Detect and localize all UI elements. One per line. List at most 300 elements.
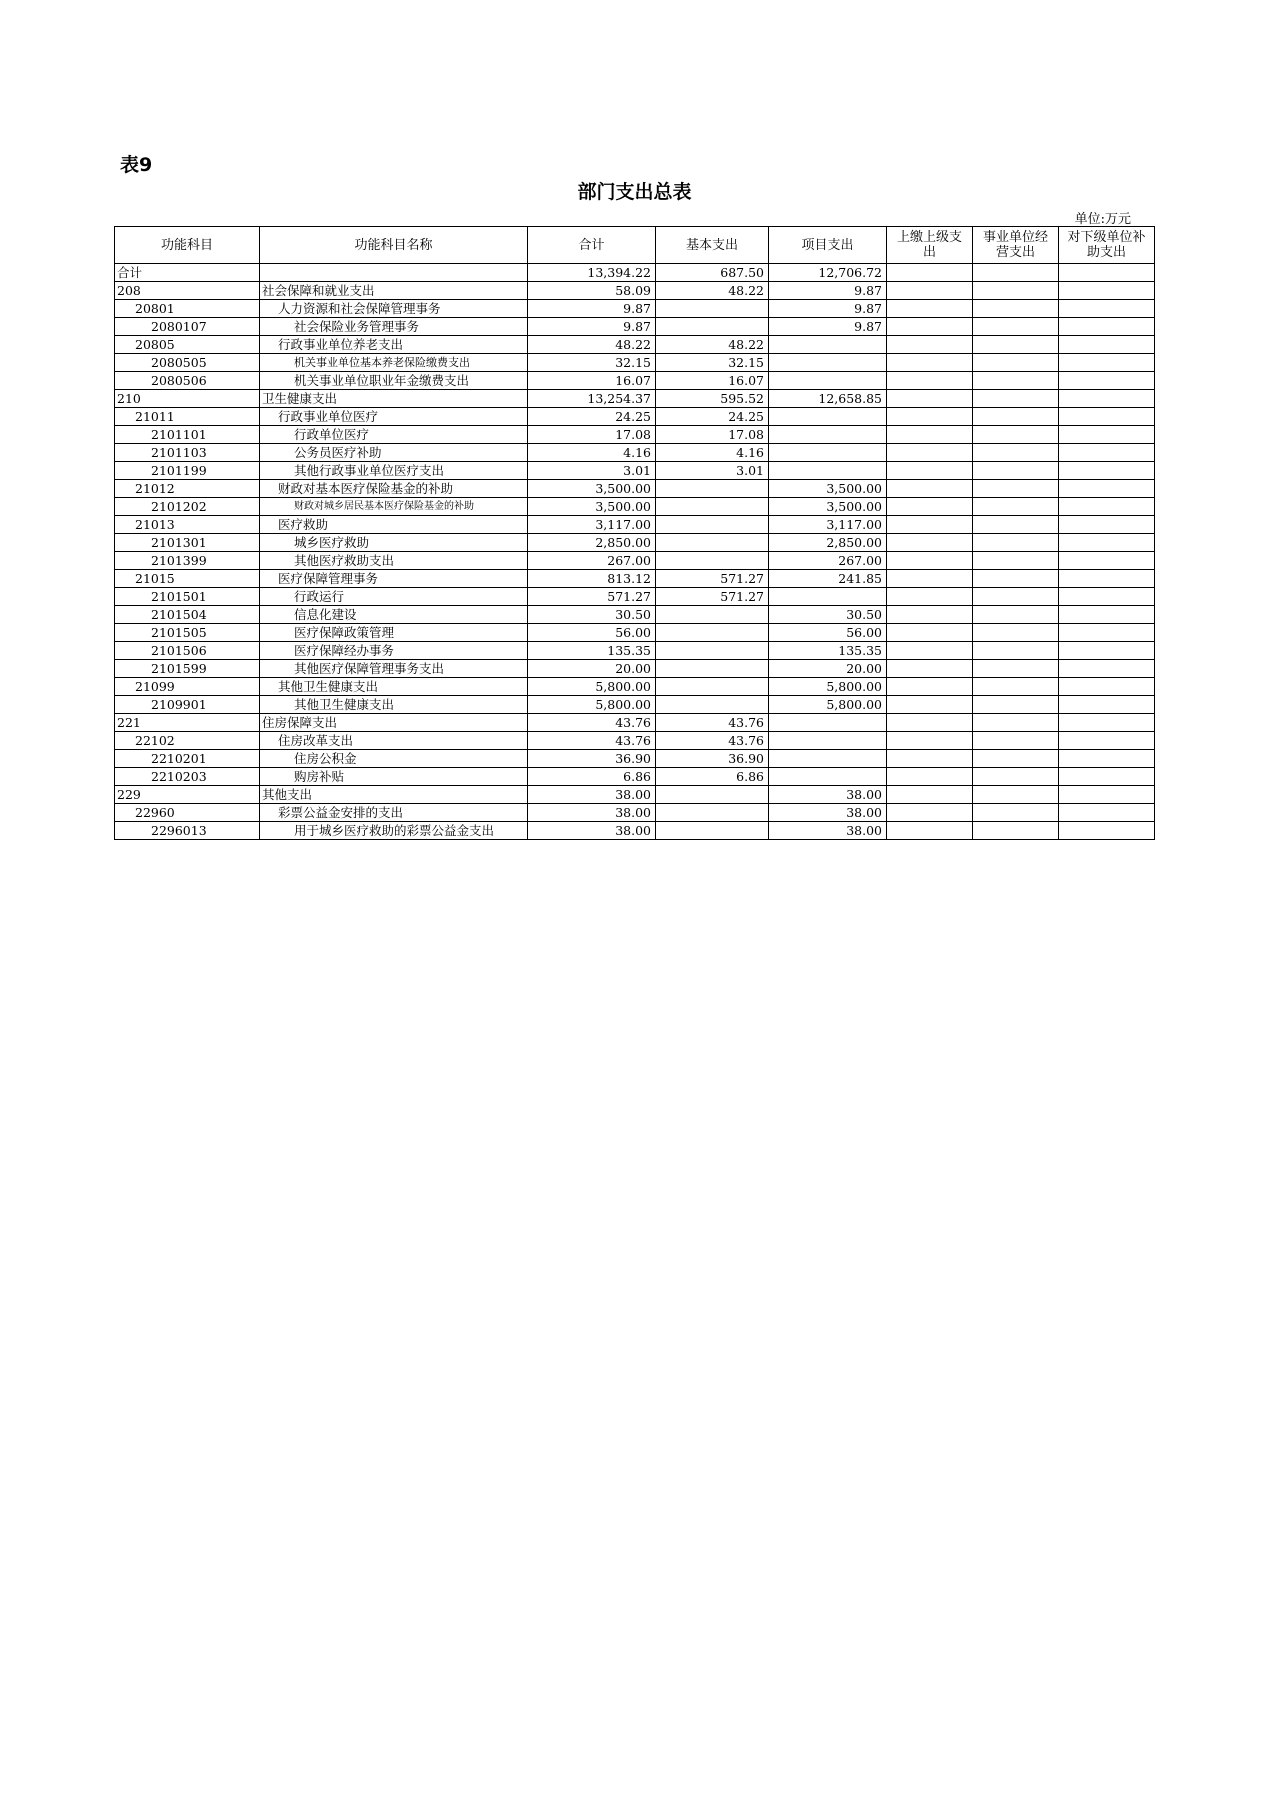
cell-business: [973, 318, 1059, 336]
cell-code: 2101506: [115, 642, 260, 660]
cell-subsidy: [1059, 282, 1155, 300]
cell-code: 21013: [115, 516, 260, 534]
cell-name: 财政对基本医疗保险基金的补助: [260, 480, 528, 498]
cell-basic: [656, 678, 769, 696]
table-row: [115, 462, 1155, 480]
cell-code: 22102: [115, 732, 260, 750]
cell-project: [769, 408, 887, 426]
cell-upper-remit: [887, 696, 973, 714]
cell-code: 2101101: [115, 426, 260, 444]
cell-upper-remit: [887, 804, 973, 822]
cell-basic: [656, 804, 769, 822]
cell-code: 2210203: [115, 768, 260, 786]
cell-name: 卫生健康支出: [260, 390, 528, 408]
cell-project: [769, 462, 887, 480]
cell-subsidy: [1059, 300, 1155, 318]
cell-business: [973, 300, 1059, 318]
cell-business: [973, 534, 1059, 552]
cell-project: 20.00: [769, 660, 887, 678]
cell-subsidy: [1059, 534, 1155, 552]
table-row: [115, 696, 1155, 714]
cell-business: [973, 462, 1059, 480]
unit-label: 单位:万元: [1074, 212, 1131, 227]
cell-subsidy: [1059, 408, 1155, 426]
cell-total: 17.08: [528, 426, 656, 444]
cell-code: 21012: [115, 480, 260, 498]
cell-business: [973, 750, 1059, 768]
cell-upper-remit: [887, 426, 973, 444]
cell-total: 24.25: [528, 408, 656, 426]
cell-upper-remit: [887, 408, 973, 426]
cell-project: 3,500.00: [769, 480, 887, 498]
cell-total: 3,117.00: [528, 516, 656, 534]
table-row: [115, 588, 1155, 606]
cell-name: 医疗保障政策管理: [260, 624, 528, 642]
cell-project: [769, 750, 887, 768]
cell-project: [769, 768, 887, 786]
cell-business: [973, 660, 1059, 678]
cell-code: 210: [115, 390, 260, 408]
table-row: [115, 318, 1155, 336]
cell-project: 9.87: [769, 282, 887, 300]
cell-name: [260, 264, 528, 282]
cell-project: 9.87: [769, 318, 887, 336]
cell-project: 3,117.00: [769, 516, 887, 534]
table-row: [115, 408, 1155, 426]
cell-subsidy: [1059, 552, 1155, 570]
cell-subsidy: [1059, 822, 1155, 840]
cell-name: 财政对城乡居民基本医疗保险基金的补助: [260, 498, 528, 516]
cell-upper-remit: [887, 336, 973, 354]
cell-business: [973, 768, 1059, 786]
table-row: [115, 372, 1155, 390]
cell-subsidy: [1059, 264, 1155, 282]
cell-project: 12,658.85: [769, 390, 887, 408]
cell-subsidy: [1059, 516, 1155, 534]
cell-total: 135.35: [528, 642, 656, 660]
cell-code: 2080107: [115, 318, 260, 336]
cell-basic: 48.22: [656, 336, 769, 354]
cell-subsidy: [1059, 354, 1155, 372]
cell-project: 241.85: [769, 570, 887, 588]
cell-total: 43.76: [528, 732, 656, 750]
table-row: [115, 444, 1155, 462]
cell-total: 43.76: [528, 714, 656, 732]
cell-name: 住房公积金: [260, 750, 528, 768]
cell-subsidy: [1059, 426, 1155, 444]
cell-total: 9.87: [528, 318, 656, 336]
cell-name: 住房改革支出: [260, 732, 528, 750]
column-header-project: 项目支出: [769, 227, 887, 264]
cell-basic: [656, 660, 769, 678]
cell-business: [973, 480, 1059, 498]
cell-subsidy: [1059, 390, 1155, 408]
cell-upper-remit: [887, 768, 973, 786]
cell-code: 21099: [115, 678, 260, 696]
cell-name: 医疗保障管理事务: [260, 570, 528, 588]
cell-name: 其他行政事业单位医疗支出: [260, 462, 528, 480]
cell-upper-remit: [887, 300, 973, 318]
cell-subsidy: [1059, 750, 1155, 768]
cell-total: 56.00: [528, 624, 656, 642]
cell-project: 9.87: [769, 300, 887, 318]
cell-project: [769, 336, 887, 354]
cell-total: 38.00: [528, 786, 656, 804]
cell-code: 20805: [115, 336, 260, 354]
cell-project: [769, 732, 887, 750]
table-row: [115, 498, 1155, 516]
cell-business: [973, 624, 1059, 642]
cell-code: 2101103: [115, 444, 260, 462]
table-row: [115, 804, 1155, 822]
cell-project: 56.00: [769, 624, 887, 642]
cell-upper-remit: [887, 318, 973, 336]
cell-name: 行政事业单位医疗: [260, 408, 528, 426]
cell-subsidy: [1059, 372, 1155, 390]
cell-basic: [656, 516, 769, 534]
cell-upper-remit: [887, 732, 973, 750]
cell-subsidy: [1059, 642, 1155, 660]
cell-total: 16.07: [528, 372, 656, 390]
cell-project: 12,706.72: [769, 264, 887, 282]
cell-code: 2296013: [115, 822, 260, 840]
column-header-name: 功能科目名称: [260, 227, 528, 264]
cell-project: 5,800.00: [769, 678, 887, 696]
cell-name: 其他卫生健康支出: [260, 696, 528, 714]
cell-subsidy: [1059, 678, 1155, 696]
table-row: [115, 570, 1155, 588]
cell-subsidy: [1059, 462, 1155, 480]
cell-upper-remit: [887, 624, 973, 642]
cell-basic: 3.01: [656, 462, 769, 480]
cell-business: [973, 822, 1059, 840]
cell-subsidy: [1059, 336, 1155, 354]
cell-project: [769, 372, 887, 390]
cell-basic: [656, 552, 769, 570]
cell-project: 2,850.00: [769, 534, 887, 552]
table-row: [115, 822, 1155, 840]
cell-code: 2080506: [115, 372, 260, 390]
cell-total: 32.15: [528, 354, 656, 372]
cell-code: 2080505: [115, 354, 260, 372]
cell-upper-remit: [887, 516, 973, 534]
cell-upper-remit: [887, 786, 973, 804]
cell-total: 38.00: [528, 822, 656, 840]
cell-code: 2101599: [115, 660, 260, 678]
cell-total: 48.22: [528, 336, 656, 354]
cell-basic: [656, 480, 769, 498]
cell-business: [973, 390, 1059, 408]
cell-code: 2101501: [115, 588, 260, 606]
cell-basic: 36.90: [656, 750, 769, 768]
cell-subsidy: [1059, 498, 1155, 516]
cell-project: 38.00: [769, 822, 887, 840]
cell-code: 221: [115, 714, 260, 732]
cell-upper-remit: [887, 444, 973, 462]
cell-subsidy: [1059, 318, 1155, 336]
cell-total: 9.87: [528, 300, 656, 318]
column-header-business: 事业单位经营支出: [973, 227, 1059, 264]
cell-business: [973, 282, 1059, 300]
column-header-subsidy: 对下级单位补助支出: [1059, 227, 1155, 264]
cell-name: 行政运行: [260, 588, 528, 606]
cell-name: 其他支出: [260, 786, 528, 804]
cell-business: [973, 786, 1059, 804]
cell-basic: 6.86: [656, 768, 769, 786]
table-row: [115, 786, 1155, 804]
table-number: 表9: [120, 154, 153, 176]
cell-basic: [656, 300, 769, 318]
cell-business: [973, 804, 1059, 822]
table-body: [115, 264, 1155, 840]
cell-subsidy: [1059, 804, 1155, 822]
cell-business: [973, 408, 1059, 426]
cell-name: 人力资源和社会保障管理事务: [260, 300, 528, 318]
table-row: [115, 282, 1155, 300]
cell-code: 2210201: [115, 750, 260, 768]
table-row: [115, 732, 1155, 750]
cell-business: [973, 372, 1059, 390]
cell-name: 其他医疗救助支出: [260, 552, 528, 570]
table-row: [115, 354, 1155, 372]
cell-basic: 17.08: [656, 426, 769, 444]
cell-total: 13,394.22: [528, 264, 656, 282]
page-title: 部门支出总表: [577, 181, 692, 203]
cell-name: 行政事业单位养老支出: [260, 336, 528, 354]
cell-basic: [656, 318, 769, 336]
cell-business: [973, 498, 1059, 516]
cell-business: [973, 570, 1059, 588]
cell-subsidy: [1059, 570, 1155, 588]
cell-basic: [656, 498, 769, 516]
cell-code: 22960: [115, 804, 260, 822]
cell-total: 30.50: [528, 606, 656, 624]
cell-name: 社会保障和就业支出: [260, 282, 528, 300]
cell-business: [973, 732, 1059, 750]
cell-project: [769, 714, 887, 732]
cell-project: 135.35: [769, 642, 887, 660]
cell-project: [769, 354, 887, 372]
cell-total: 13,254.37: [528, 390, 656, 408]
cell-basic: 571.27: [656, 588, 769, 606]
cell-code: 2101505: [115, 624, 260, 642]
cell-basic: 595.52: [656, 390, 769, 408]
cell-name: 医疗保障经办事务: [260, 642, 528, 660]
cell-total: 3.01: [528, 462, 656, 480]
cell-code: 21015: [115, 570, 260, 588]
cell-upper-remit: [887, 534, 973, 552]
cell-project: 267.00: [769, 552, 887, 570]
cell-business: [973, 552, 1059, 570]
cell-total: 5,800.00: [528, 678, 656, 696]
cell-business: [973, 714, 1059, 732]
cell-upper-remit: [887, 462, 973, 480]
cell-project: 30.50: [769, 606, 887, 624]
cell-name: 彩票公益金安排的支出: [260, 804, 528, 822]
table-row: [115, 390, 1155, 408]
cell-basic: [656, 786, 769, 804]
cell-subsidy: [1059, 480, 1155, 498]
cell-business: [973, 336, 1059, 354]
cell-business: [973, 264, 1059, 282]
cell-upper-remit: [887, 552, 973, 570]
cell-upper-remit: [887, 642, 973, 660]
cell-project: 38.00: [769, 786, 887, 804]
cell-basic: [656, 822, 769, 840]
table-row: [115, 606, 1155, 624]
expenditure-table: [114, 226, 1155, 840]
table-row: [115, 300, 1155, 318]
table-row: [115, 642, 1155, 660]
cell-project: 38.00: [769, 804, 887, 822]
cell-total: 267.00: [528, 552, 656, 570]
cell-business: [973, 354, 1059, 372]
column-header-code: 功能科目: [115, 227, 260, 264]
cell-basic: [656, 642, 769, 660]
cell-upper-remit: [887, 498, 973, 516]
cell-basic: 43.76: [656, 732, 769, 750]
cell-name: 公务员医疗补助: [260, 444, 528, 462]
cell-subsidy: [1059, 768, 1155, 786]
table-row: [115, 534, 1155, 552]
cell-business: [973, 606, 1059, 624]
cell-upper-remit: [887, 714, 973, 732]
cell-upper-remit: [887, 606, 973, 624]
table-row: [115, 768, 1155, 786]
cell-basic: [656, 696, 769, 714]
cell-basic: 16.07: [656, 372, 769, 390]
cell-basic: 571.27: [656, 570, 769, 588]
cell-upper-remit: [887, 282, 973, 300]
cell-name: 机关事业单位职业年金缴费支出: [260, 372, 528, 390]
cell-name: 用于城乡医疗救助的彩票公益金支出: [260, 822, 528, 840]
table-row: [115, 624, 1155, 642]
cell-project: 5,800.00: [769, 696, 887, 714]
cell-total: 813.12: [528, 570, 656, 588]
cell-upper-remit: [887, 570, 973, 588]
cell-name: 机关事业单位基本养老保险缴费支出: [260, 354, 528, 372]
cell-total: 4.16: [528, 444, 656, 462]
cell-basic: [656, 624, 769, 642]
cell-name: 社会保险业务管理事务: [260, 318, 528, 336]
cell-total: 3,500.00: [528, 498, 656, 516]
cell-subsidy: [1059, 786, 1155, 804]
cell-total: 2,850.00: [528, 534, 656, 552]
cell-basic: 4.16: [656, 444, 769, 462]
cell-business: [973, 516, 1059, 534]
cell-business: [973, 642, 1059, 660]
cell-name: 其他卫生健康支出: [260, 678, 528, 696]
cell-subsidy: [1059, 696, 1155, 714]
cell-total: 58.09: [528, 282, 656, 300]
cell-project: [769, 444, 887, 462]
cell-name: 城乡医疗救助: [260, 534, 528, 552]
table-row: [115, 336, 1155, 354]
cell-name: 住房保障支出: [260, 714, 528, 732]
cell-business: [973, 696, 1059, 714]
cell-project: [769, 426, 887, 444]
table-header-row: [115, 227, 1155, 264]
table-row: [115, 678, 1155, 696]
cell-upper-remit: [887, 588, 973, 606]
cell-upper-remit: [887, 264, 973, 282]
cell-basic: [656, 534, 769, 552]
table-row: [115, 750, 1155, 768]
cell-total: 571.27: [528, 588, 656, 606]
cell-upper-remit: [887, 822, 973, 840]
cell-basic: 43.76: [656, 714, 769, 732]
cell-total: 3,500.00: [528, 480, 656, 498]
column-header-upper-remit: 上缴上级支出: [887, 227, 973, 264]
cell-basic: 687.50: [656, 264, 769, 282]
cell-basic: [656, 606, 769, 624]
cell-total: 20.00: [528, 660, 656, 678]
cell-code: 2101199: [115, 462, 260, 480]
table-row: [115, 516, 1155, 534]
cell-code: 2101202: [115, 498, 260, 516]
column-header-basic: 基本支出: [656, 227, 769, 264]
cell-business: [973, 588, 1059, 606]
cell-subsidy: [1059, 588, 1155, 606]
cell-business: [973, 426, 1059, 444]
cell-project: 3,500.00: [769, 498, 887, 516]
table-row: [115, 426, 1155, 444]
cell-upper-remit: [887, 480, 973, 498]
cell-subsidy: [1059, 624, 1155, 642]
cell-business: [973, 678, 1059, 696]
cell-total: 36.90: [528, 750, 656, 768]
cell-subsidy: [1059, 714, 1155, 732]
cell-basic: 24.25: [656, 408, 769, 426]
cell-code: 合计: [115, 264, 260, 282]
cell-code: 21011: [115, 408, 260, 426]
table-row: [115, 660, 1155, 678]
cell-code: 20801: [115, 300, 260, 318]
table-row: [115, 552, 1155, 570]
cell-total: 6.86: [528, 768, 656, 786]
cell-code: 2101399: [115, 552, 260, 570]
cell-subsidy: [1059, 606, 1155, 624]
cell-upper-remit: [887, 678, 973, 696]
cell-upper-remit: [887, 660, 973, 678]
table-row: [115, 480, 1155, 498]
cell-basic: 32.15: [656, 354, 769, 372]
cell-code: 208: [115, 282, 260, 300]
cell-project: [769, 588, 887, 606]
cell-upper-remit: [887, 750, 973, 768]
cell-name: 其他医疗保障管理事务支出: [260, 660, 528, 678]
table-row: [115, 714, 1155, 732]
column-header-total: 合计: [528, 227, 656, 264]
cell-code: 2109901: [115, 696, 260, 714]
cell-upper-remit: [887, 390, 973, 408]
cell-total: 5,800.00: [528, 696, 656, 714]
cell-name: 信息化建设: [260, 606, 528, 624]
cell-code: 229: [115, 786, 260, 804]
cell-upper-remit: [887, 372, 973, 390]
cell-subsidy: [1059, 660, 1155, 678]
cell-name: 医疗救助: [260, 516, 528, 534]
cell-total: 38.00: [528, 804, 656, 822]
cell-code: 2101504: [115, 606, 260, 624]
cell-name: 行政单位医疗: [260, 426, 528, 444]
cell-business: [973, 444, 1059, 462]
cell-code: 2101301: [115, 534, 260, 552]
table-row: [115, 264, 1155, 282]
cell-basic: 48.22: [656, 282, 769, 300]
cell-subsidy: [1059, 444, 1155, 462]
cell-upper-remit: [887, 354, 973, 372]
